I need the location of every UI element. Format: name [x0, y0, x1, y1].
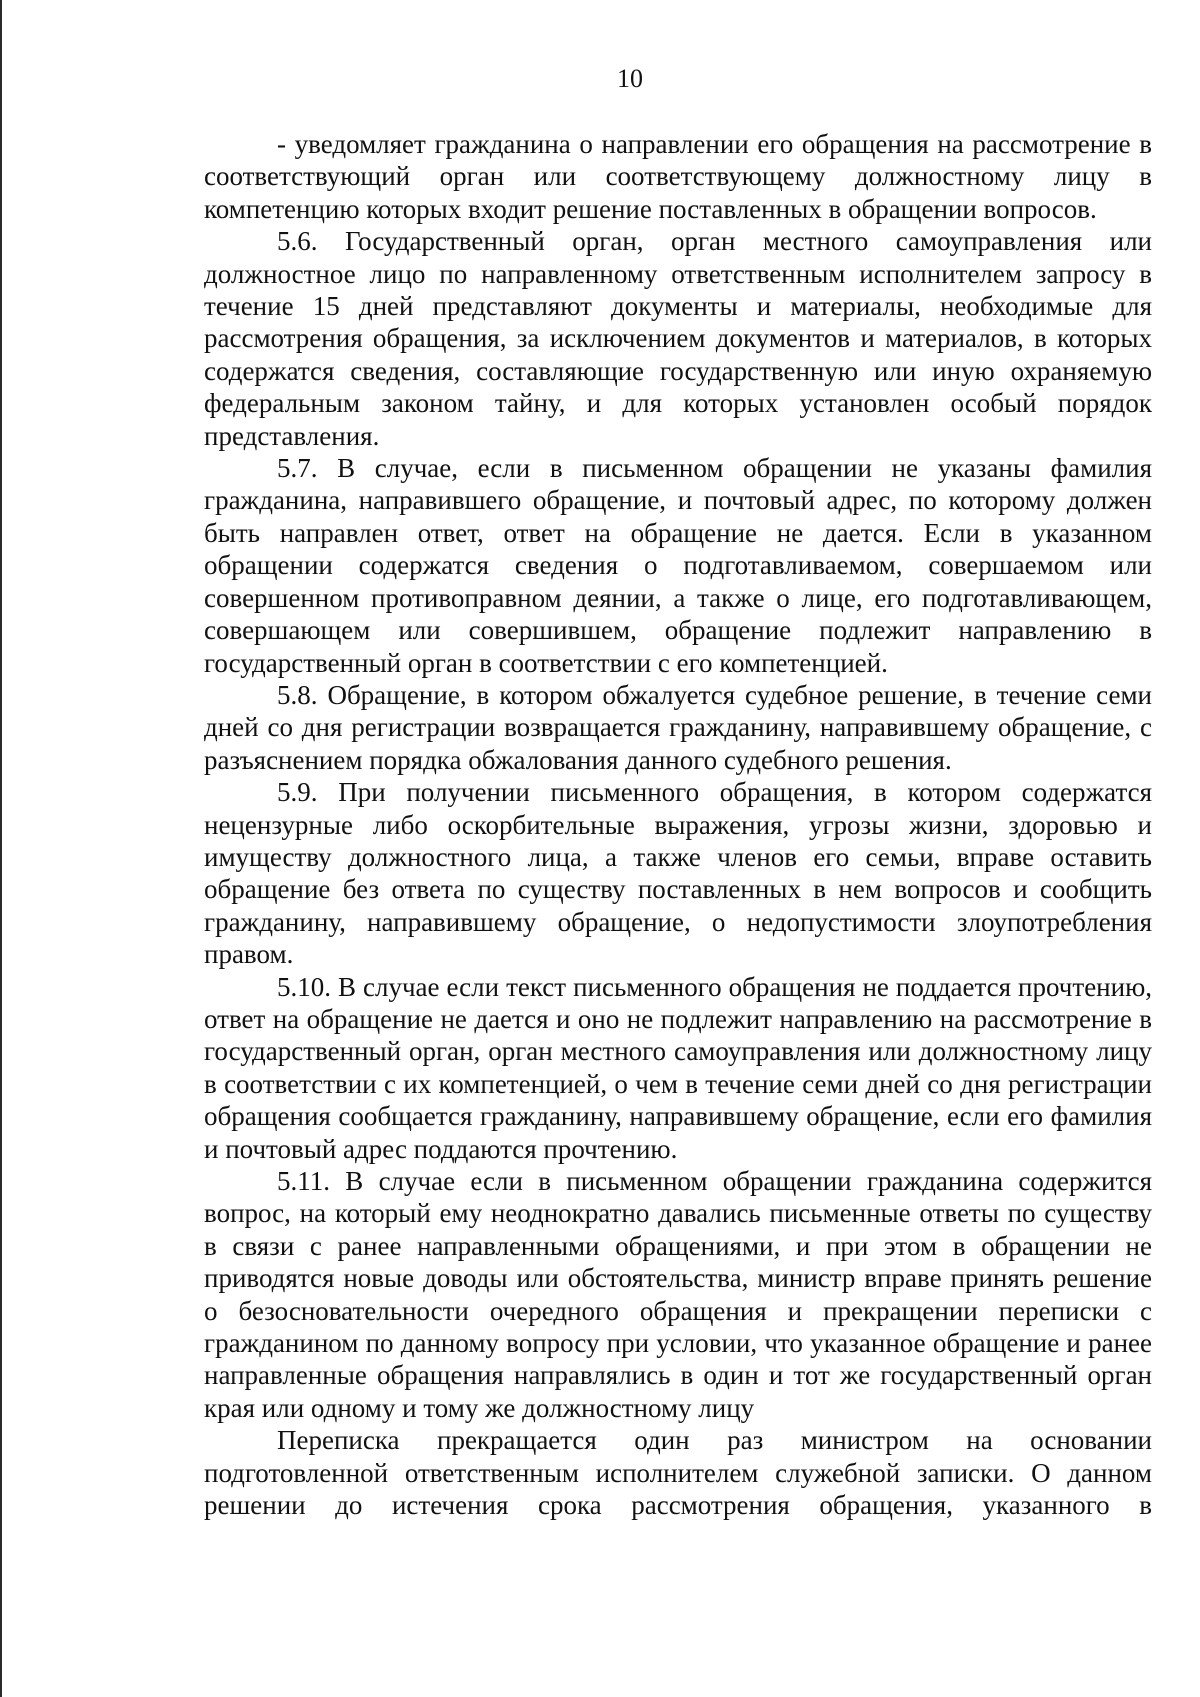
paragraph-5-8: 5.8. Обращение, в котором обжалуется судебное решение, в течение семи дней со дня регистрации возвращается гражданину, направившему обращение, с разъяснением порядка обжалования данного судебного решения. — [204, 679, 1152, 775]
paragraph-correspondence: Переписка прекращается один раз министром на основании подготовленной ответственным исполнителем служебной записки. О данном решении до истечения срока рассмотрения обращения, указанного в — [204, 1425, 1152, 1521]
scan-edge-line — [0, 0, 2, 1697]
paragraph-5-11: 5.11. В случае если в письменном обращении гражданина содержится вопрос, на который ему неоднократно давались письменные ответы по существу в связи с ранее направленными обращениями, и при этом в обращении не приводятся новые доводы или обстоятельства, министр вправе принять решение о безосновательности очередного обращения и прекращении переписки с гражданином по данному вопросу при условии, что указанное обращение и ранее направленные обращения направлялись в один и тот же государственный орган края или одному и тому же должностному лицу — [204, 1166, 1152, 1423]
paragraph-notification: - уведомляет гражданина о направлении его обращения на рассмотрение в соответствующий орган или соответствующему должностному лицу в компетенцию которых входит решение поставленных в обращении вопросов. — [204, 129, 1152, 224]
document-body — [204, 128, 1152, 1521]
paragraph-5-10: 5.10. В случае если текст письменного обращения не поддается прочтению, ответ на обращение не дается и оно не подлежит направлению на рассмотрение в государственный орган, орган местного самоуправления или должностному лицу в соответствии с их компетенцией, о чем в течение семи дней со дня регистрации обращения сообщается гражданину, направившему обращение, если его фамилия и почтовый адрес поддаются прочтению. — [204, 971, 1152, 1164]
paragraph-5-6: 5.6. Государственный орган, орган местного самоуправления или должностное лицо по направленному ответственным исполнителем запросу в течение 15 дней представляют документы и материалы, необходимые для рассмотрения обращения, за исключением документов и материалов, в которых содержатся сведения, составляющие государственную или иную охраняемую федеральным законом тайну, и для которых установлен особый порядок представления. — [204, 226, 1152, 451]
paragraph-5-7: 5.7. В случае, если в письменном обращении не указаны фамилия гражданина, направившего обращение, и почтовый адрес, по которому должен быть направлен ответ, ответ на обращение не дается. Если в указанном обращении содержатся сведения о подготавливаемом, совершаемом или совершенном противоправном деянии, а также о лице, его подготавливающем, совершающем или совершившем, обращение подлежит направлению в государственный орган в соответствии с его компетенцией. — [204, 453, 1152, 678]
page-number: 10 — [617, 64, 643, 93]
paragraph-5-9: 5.9. При получении письменного обращения, в котором содержатся нецензурные либо оскорбительные выражения, угрозы жизни, здоровью и имуществу должностного лица, а также членов его семьи, вправе оставить обращение без ответа по существу поставленных в нем вопросов и сообщить гражданину, направившему обращение, о недопустимости злоупотребления правом. — [204, 777, 1152, 970]
